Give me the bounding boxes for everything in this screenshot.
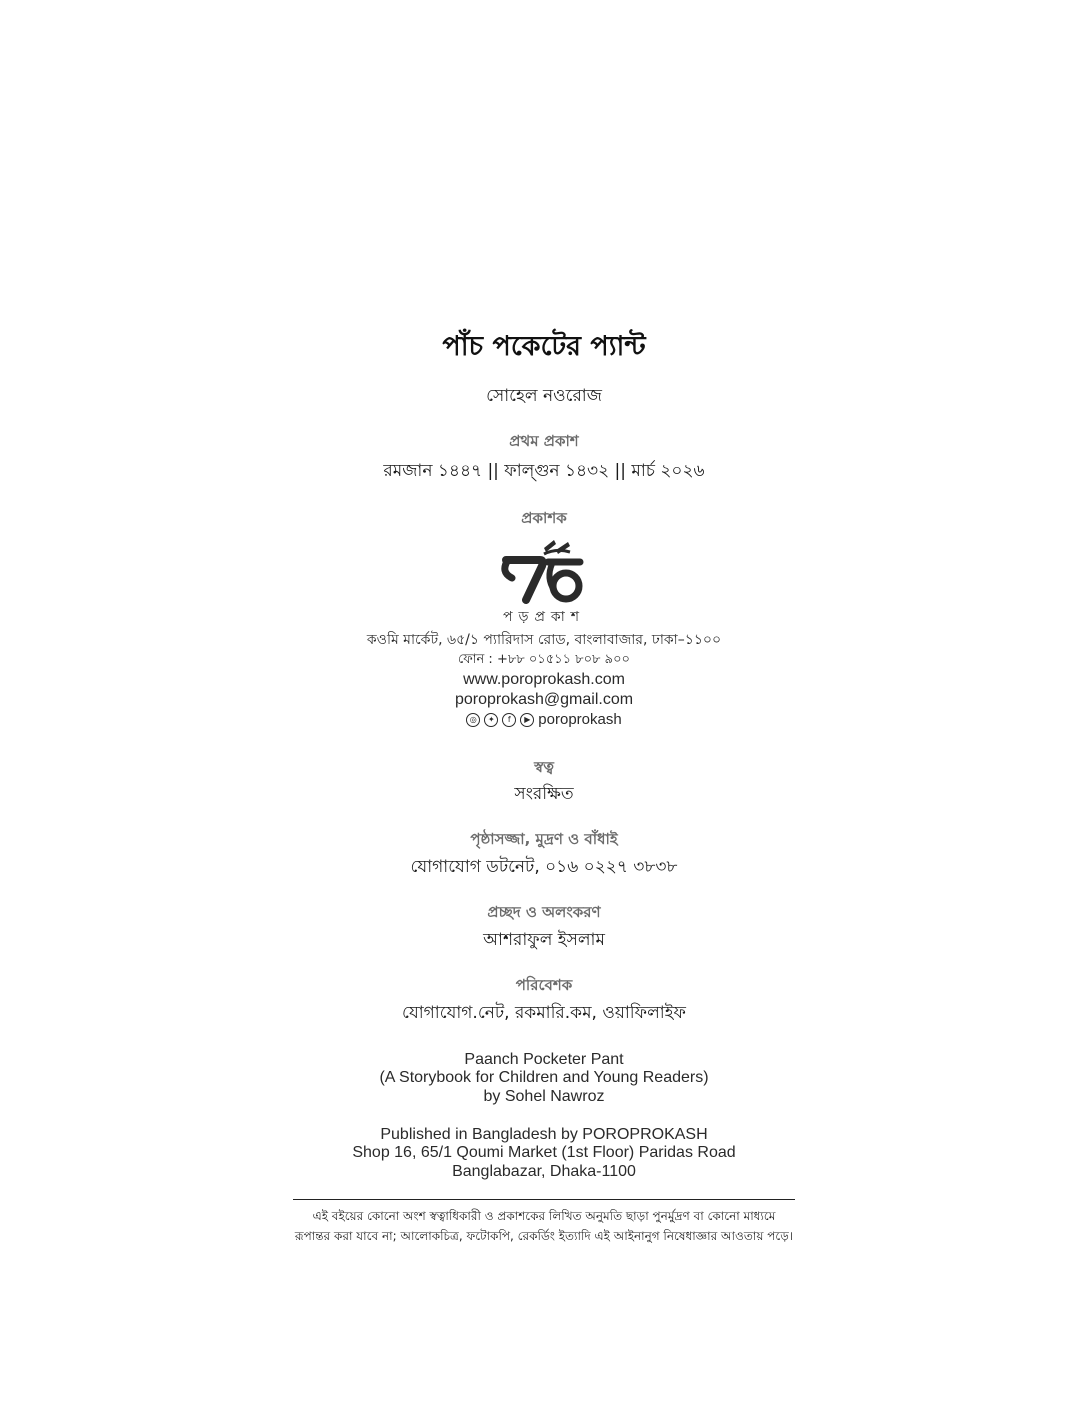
rights-notice-line-2: রূপান্তর করা যাবে না; আলোকচিত্র, ফটোকপি, রেকর্ডিং ইত্যাদি এই আইনানুগ নিষেধাজ্ঞার আওতায় পড়ে। xyxy=(294,1229,794,1243)
first-edition-label: প্রথম প্রকাশ xyxy=(509,432,579,450)
distributor-value: যোগাযোগ.নেট, রকমারি.কম, ওয়াফিলাইফ xyxy=(402,1003,686,1023)
rights-notice-line-1: এই বইয়ের কোনো অংশ স্বত্বাধিকারী ও প্রকাশকের লিখিত অনুমতি ছাড়া পুনর্মুদ্রণ বা কোনো মাধ্যমে xyxy=(312,1209,776,1223)
publisher-email[interactable]: poroprokash@gmail.com xyxy=(454,691,634,708)
publisher-phone: ফোন : +৮৮ ০১৫১১ ৮০৮ ৯০০ xyxy=(458,652,630,667)
publisher-label: প্রকাশক xyxy=(521,509,567,527)
english-byline: by Sohel Nawroz xyxy=(483,1088,605,1105)
publisher-logo xyxy=(494,538,594,606)
divider xyxy=(293,1199,795,1200)
publisher-address: কওমি মার্কেট, ৬৫/১ প্যারিদাস রোড, বাংলাবাজার, ঢাকা–১১০০ xyxy=(366,632,722,648)
english-title: Paanch Pocketer Pant xyxy=(464,1051,624,1068)
english-address-1: Shop 16, 65/1 Qoumi Market (1st Floor) Paridas Road xyxy=(352,1144,736,1161)
publisher-logo-mark xyxy=(494,538,594,606)
printing-value: যোগাযোগ ডটনেট, ০১৬ ০২২৭ ৩৮৩৮ xyxy=(410,857,678,877)
cover-label: প্রচ্ছদ ও অলংকরণ xyxy=(487,903,601,921)
publisher-website[interactable]: www.poroprokash.com xyxy=(463,671,625,688)
social-handle[interactable]: poroprokash xyxy=(538,711,622,728)
instagram-icon[interactable]: ◎ xyxy=(466,713,480,727)
english-subtitle: (A Storybook for Children and Young Readers) xyxy=(379,1069,709,1086)
social-row xyxy=(0,711,1088,728)
printing-label: পৃষ্ঠাসজ্জা, মুদ্রণ ও বাঁধাই xyxy=(470,830,618,848)
copyright-value: সংরক্ষিত xyxy=(514,784,574,804)
youtube-icon[interactable]: ▶ xyxy=(520,713,534,727)
cover-value: আশরাফুল ইসলাম xyxy=(483,930,605,950)
distributor-label: পরিবেশক xyxy=(515,976,573,994)
author-name: সোহেল নওরোজ xyxy=(486,386,602,406)
first-edition-date: রমজান ১৪৪৭ || ফাল্গুন ১৪৩২ || মার্চ ২০২৬ xyxy=(383,461,705,481)
english-address-2: Banglabazar, Dhaka-1100 xyxy=(452,1163,636,1180)
english-published: Published in Bangladesh by POROPROKASH xyxy=(380,1126,708,1143)
twitter-icon[interactable]: ✦ xyxy=(484,713,498,727)
copyright-label: স্বত্ব xyxy=(534,758,554,776)
book-title: পাঁচ পকেটের প্যান্ট xyxy=(442,331,646,362)
facebook-icon[interactable]: f xyxy=(502,713,516,727)
publisher-logo-text: পড়প্রকাশ xyxy=(502,609,586,625)
